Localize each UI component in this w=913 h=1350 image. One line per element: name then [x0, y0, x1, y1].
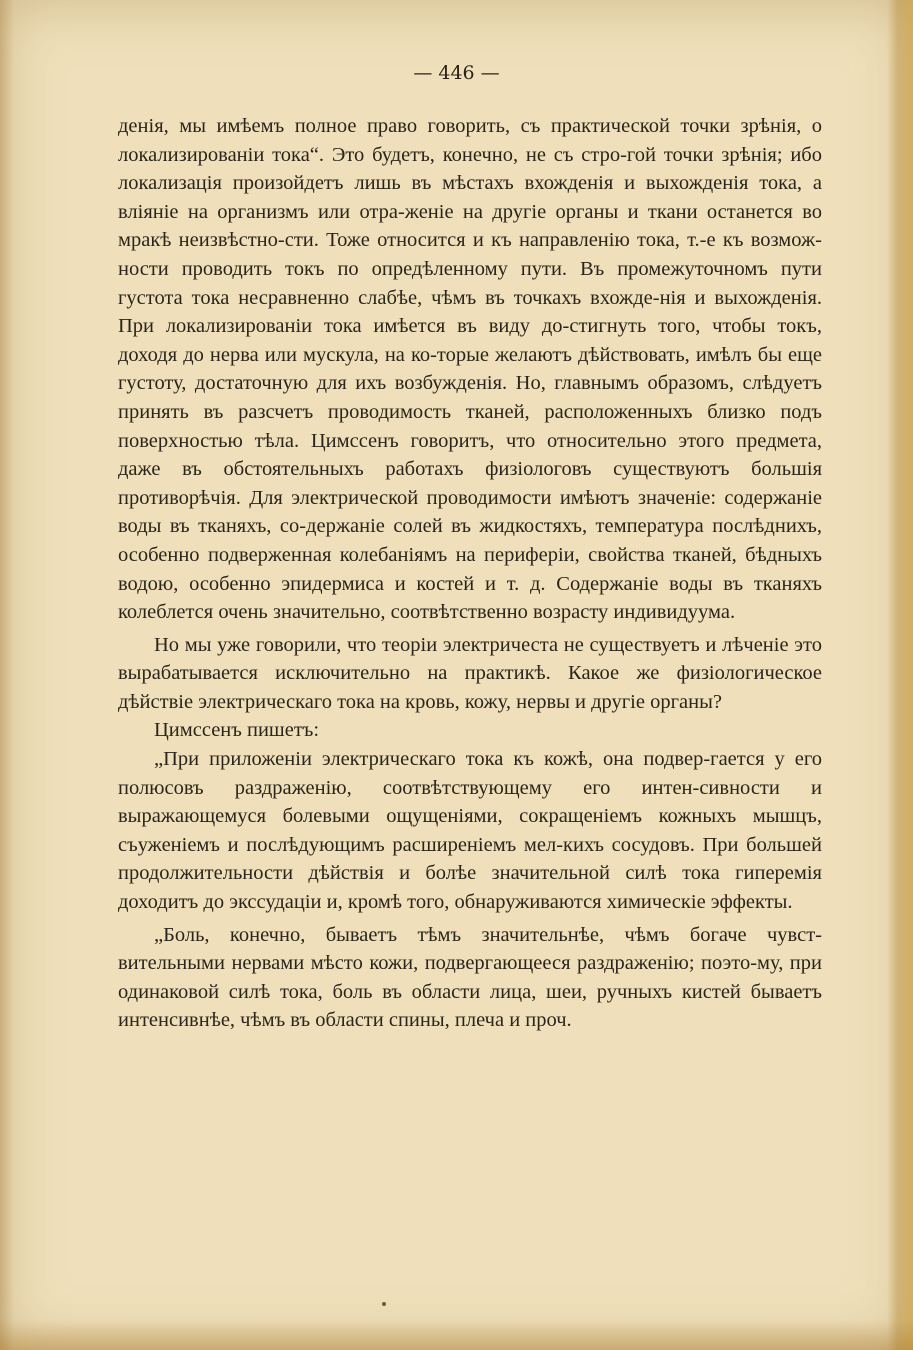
page-number: — 446 — — [413, 62, 500, 84]
paragraph: „При приложеніи электрическаго тока къ кожѣ, она подвер-гается у его полюсовъ раздраженію, соотвѣтствующему его интен-сивности и выражающемуся болевыми ощущеніями, сокращеніемъ кожныхъ мышцъ, съуженіемъ и послѣдующимъ расширеніемъ мел-кихъ сосудовъ. При большей продолжительности дѣйствія и болѣе значительной силѣ тока гиперемія доходитъ до экссудаціи и, кромѣ того, обнаруживаются химическіе эффекты. — [118, 748, 822, 914]
page-left-edge — [0, 0, 14, 1350]
paragraph: Цимссенъ пишетъ: — [154, 719, 320, 742]
paragraph: Но мы уже говорили, что теоріи электричеста не существуетъ и лѣченіе это вырабатывается исключительно на практикѣ. Какое же физіологическое дѣйствіе электрическаго тока на кровь, кожу, нервы и другіе органы? — [118, 633, 822, 713]
body-text — [118, 112, 822, 1035]
page-bottom-edge — [0, 1320, 913, 1350]
page-spine-edge — [887, 0, 913, 1350]
paragraph: денія, мы имѣемъ полное право говорить, съ практической точки зрѣнія, о локализированіи тока“. Это будетъ, конечно, не съ стро-гой точки зрѣнія; ибо локализація произойдетъ лишь въ мѣстахъ вхожденія и выхожденія тока, а вліяніе на организмъ или отра-женіе на другіе органы и ткани останется во мракѣ неизвѣстно-сти. Тоже относится и къ направленію тока, т.-е къ возмож-ности проводить токъ по опредѣленному пути. Въ промежуточномъ пути густота тока несравненно слабѣе, чѣмъ въ точкахъ вхожде-нія и выхожденія. При локализированіи тока имѣется въ виду до-стигнуть того, чтобы токъ, доходя до нерва или мускула, на ко-торые желаютъ дѣйствовать, имѣлъ бы еще густоту, достаточную для ихъ возбужденія. Но, главнымъ образомъ, слѣдуетъ принять въ разсчетъ проводимость тканей, расположенныхъ близко подъ поверхностью тѣла. Цимссенъ говоритъ, что относительно этого предмета, даже въ обстоятельныхъ работахъ физіологовъ существуютъ большія противорѣчія. Для электрической проводимости имѣютъ значеніе: содержаніе воды въ тканяхъ, со-держаніе солей въ жидкостяхъ, температура послѣднихъ, особенно подверженная колебаніямъ на периферіи, свойства тканей, бѣдныхъ водою, особенно эпидермиса и костей и т. д. Содержаніе воды въ тканяхъ колеблется очень значительно, соотвѣтственно возрасту индивидуума. — [118, 115, 822, 624]
paragraph: „Боль, конечно, бываетъ тѣмъ значительнѣе, чѣмъ богаче чувст-вительными нервами мѣсто кожи, подвергающееся раздраженію; поэто-му, при одинаковой силѣ тока, боль въ области лица, шеи, ручныхъ кистей бываетъ интенсивнѣе, чѣмъ въ области спины, плеча и проч. — [118, 923, 822, 1032]
ink-speck — [382, 1302, 386, 1306]
